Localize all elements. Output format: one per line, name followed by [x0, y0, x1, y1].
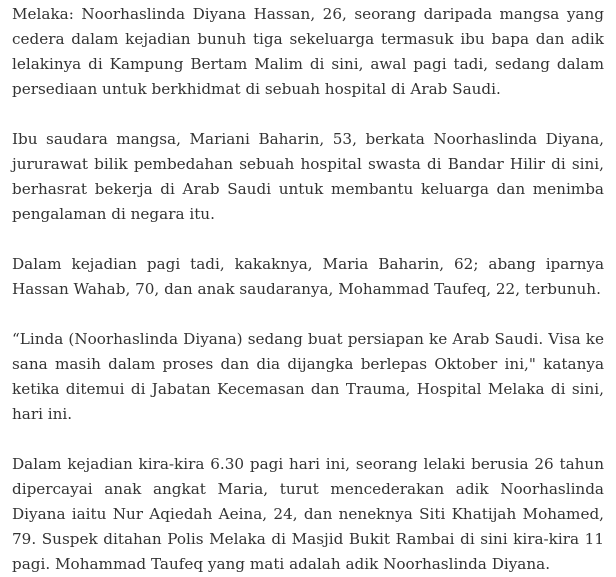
article-paragraph-3: Dalam kejadian pagi tadi, kakaknya, Maria Baharin, 62; abang iparnya Hassan Wahab, 70, dan anak saudaranya, Mohammad Taufeq, 22, terbunuh.	[12, 255, 604, 298]
article-paragraph-1: Melaka: Noorhaslinda Diyana Hassan, 26, seorang daripada mangsa yang cedera dalam kejadian bunuh tiga sekeluarga termasuk ibu bapa dan adik lelakinya di Kampung Bertam Malim di sini, awal pagi tadi, sedang dalam persediaan untuk berkhidmat di sebuah hospital di Arab Saudi.	[12, 5, 604, 98]
article-body	[12, 2, 604, 577]
article-paragraph-4: “Linda (Noorhaslinda Diyana) sedang buat persiapan ke Arab Saudi. Visa ke sana masih dalam proses dan dia dijangka berlepas Oktober ini," katanya ketika ditemui di Jabatan Kecemasan dan Trauma, Hospital Melaka di sini, hari ini.	[12, 330, 604, 423]
article-paragraph-5: Dalam kejadian kira-kira 6.30 pagi hari ini, seorang lelaki berusia 26 tahun dipercayai anak angkat Maria, turut mencederakan adik Noorhaslinda Diyana iaitu Nur Aqiedah Aeina, 24, dan neneknya Siti Khatijah Mohamed, 79. Suspek ditahan Polis Melaka di Masjid Bukit Rambai di sini kira-kira 11 pagi. Mohammad Taufeq yang mati adalah adik Noorhaslinda Diyana.	[12, 455, 604, 573]
article-paragraph-2: Ibu saudara mangsa, Mariani Baharin, 53, berkata Noorhaslinda Diyana, jururawat bilik pembedahan sebuah hospital swasta di Bandar Hilir di sini, berhasrat bekerja di Arab Saudi untuk membantu keluarga dan menimba pengalaman di negara itu.	[12, 130, 604, 223]
